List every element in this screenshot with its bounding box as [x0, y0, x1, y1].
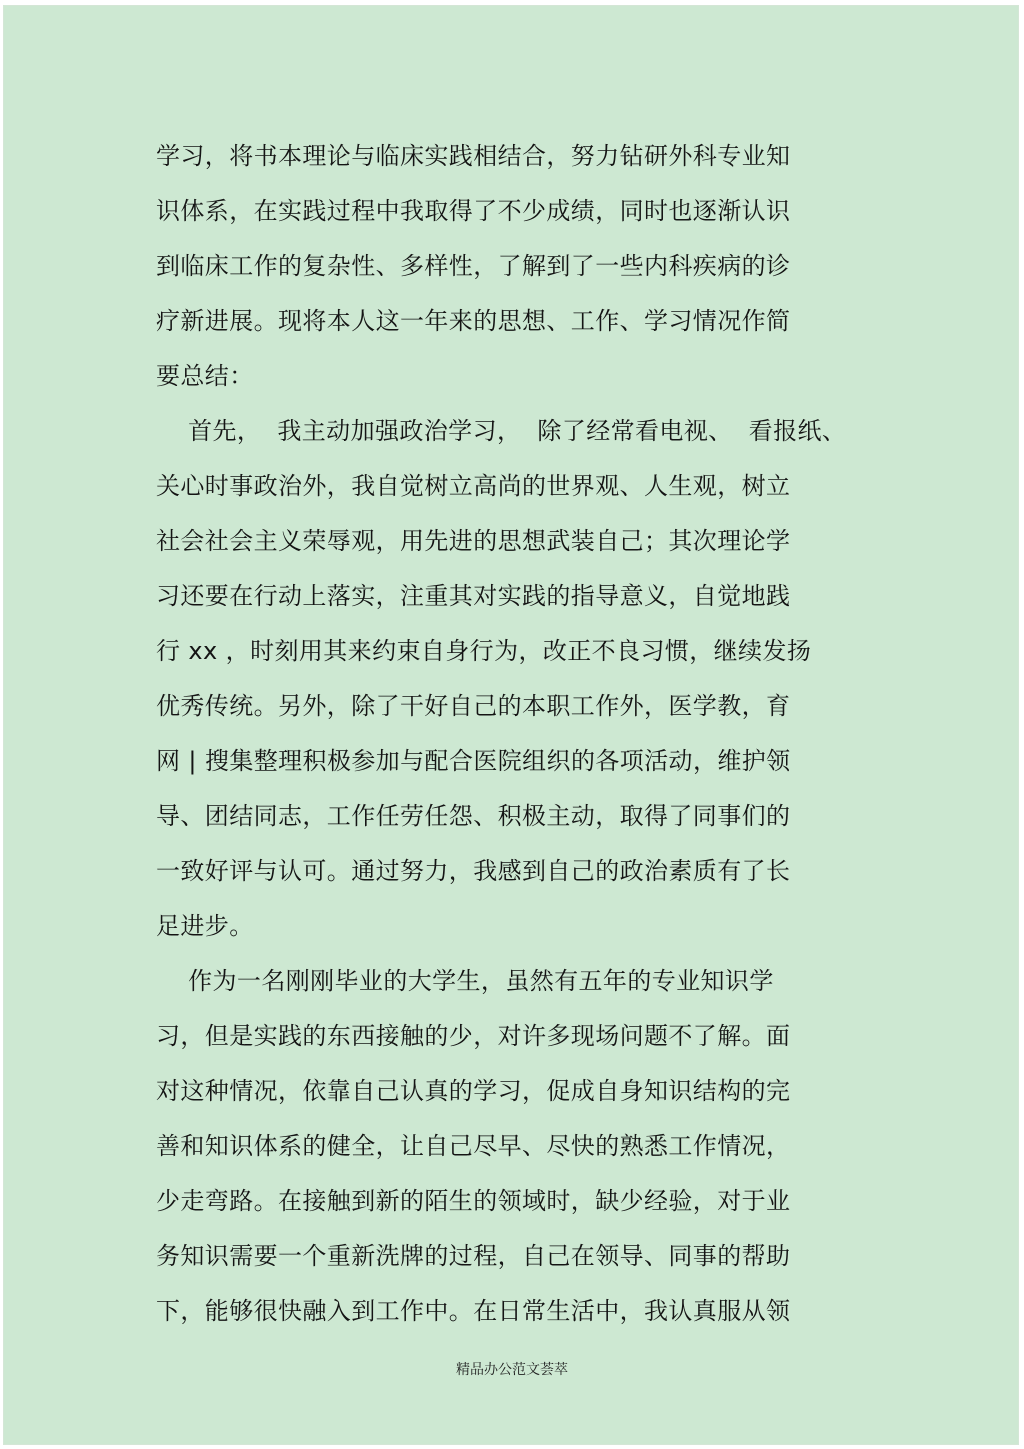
- text-line: 善和知识体系的健全，让自己尽早、尽快的熟悉工作情况，: [156, 1132, 791, 1160]
- text-line: 一致好评与认可。通过努力，我感到自己的政治素质有了长: [156, 857, 791, 885]
- document-page: [3, 5, 1019, 1445]
- text-line: 识体系，在实践过程中我取得了不少成绩，同时也逐渐认识: [156, 197, 791, 225]
- page-footer: 精品办公范文荟萃: [456, 1362, 568, 1378]
- text-line: 足进步。: [156, 912, 254, 940]
- text-line: 优秀传统。另外，除了干好自己的本职工作外，医学教，育: [156, 692, 791, 720]
- text-line: 到临床工作的复杂性、多样性，了解到了一些内科疾病的诊: [156, 252, 791, 280]
- text-line: 学习，将书本理论与临床实践相结合，努力钻研外科专业知: [156, 142, 791, 170]
- text-line: 对这种情况，依靠自己认真的学习，促成自身知识结构的完: [156, 1077, 791, 1105]
- text-line: 行 xx ，时刻用其来约束自身行为，改正不良习惯，继续发扬: [156, 637, 812, 665]
- text-line: 习还要在行动上落实，注重其对实践的指导意义，自觉地践: [156, 582, 791, 610]
- text-line: 社会社会主义荣辱观，用先进的思想武装自己；其次理论学: [156, 527, 791, 555]
- text-line: 要总结：: [156, 362, 254, 390]
- text-line: 习，但是实践的东西接触的少，对许多现场问题不了解。面: [156, 1022, 791, 1050]
- text-line: 少走弯路。在接触到新的陌生的领域时，缺少经验，对于业: [156, 1187, 791, 1215]
- text-line: 作为一名刚刚毕业的大学生，虽然有五年的专业知识学: [156, 967, 774, 995]
- text-line: 疗新进展。现将本人这一年来的思想、工作、学习情况作简: [156, 307, 791, 335]
- text-line: 下，能够很快融入到工作中。在日常生活中，我认真服从领: [156, 1297, 791, 1325]
- text-line: 导、团结同志，工作任劳任怨、积极主动，取得了同事们的: [156, 802, 791, 830]
- text-line: 首先， 我主动加强政治学习， 除了经常看电视、 看报纸、: [156, 417, 847, 445]
- text-line: 务知识需要一个重新洗牌的过程，自己在领导、同事的帮助: [156, 1242, 791, 1270]
- text-line: 关心时事政治外，我自觉树立高尚的世界观、人生观，树立: [156, 472, 791, 500]
- text-line: 网 | 搜集整理积极参加与配合医院组织的各项活动，维护领: [156, 747, 791, 775]
